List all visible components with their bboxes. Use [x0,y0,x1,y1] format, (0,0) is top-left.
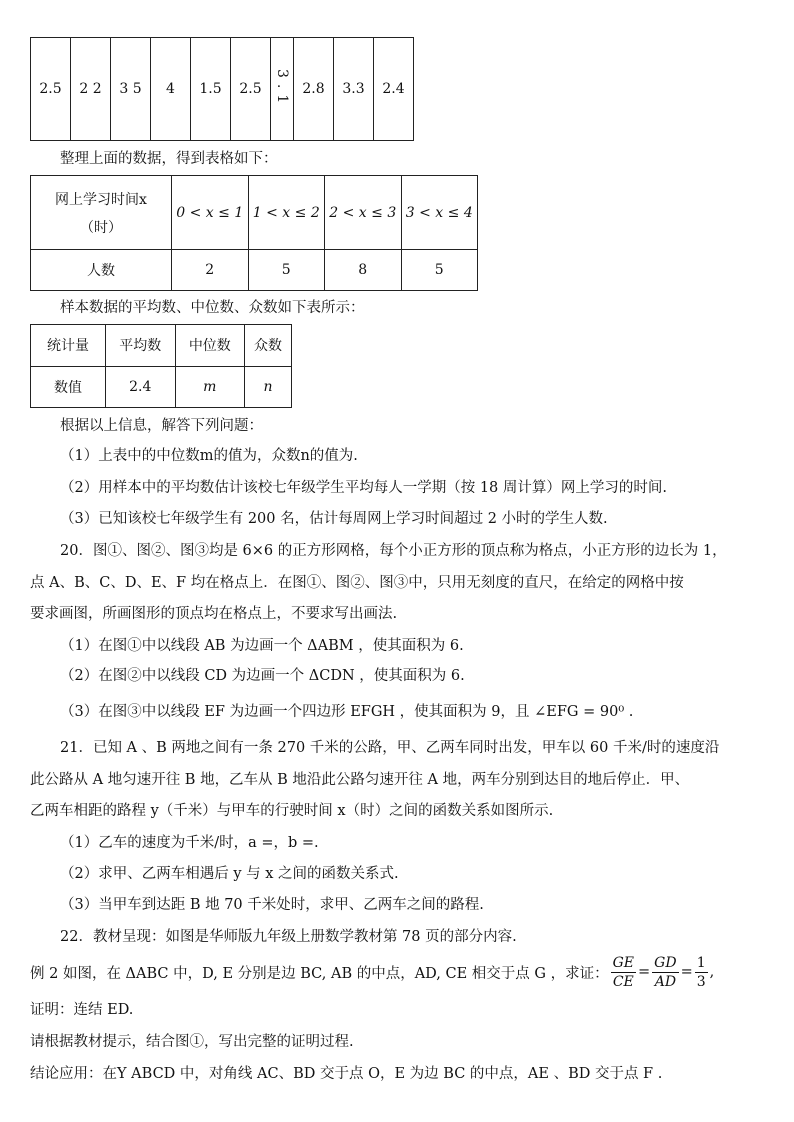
table-cell: 4 [151,38,191,141]
table-cell: 2.5 [231,38,271,141]
text-line: （3）在图③中以线段 EF 为边画一个四边形 EFGH ，使其面积为 9，且 ∠EFG = 90⁰ . [60,704,634,720]
range-cell: 1 < x ≤ 2 [248,176,325,250]
frac-num: GD [654,954,677,971]
frac-den: 3 [696,973,706,990]
text-line: 结论应用：在Y ABCD 中，对角线 AC、BD 交于点 O，E 为边 BC 的中点，AE 、BD 交于点 F . [30,1066,663,1082]
question-20: 20．图①、图②、图③均是 6×6 的正方形网格，每个小正方形的顶点称为格点，小正方形的边长为 1， [60,543,727,559]
table-header-cell: 统计量 [31,325,106,367]
count-cell: 2 [172,250,249,291]
intro-text: 整理上面的数据，得到表格如下： [60,151,278,167]
fraction [611,954,636,991]
equals-sign: = [638,964,651,980]
table-cell: 2 2 [71,38,111,141]
frequency-table [30,175,478,291]
text-line: 点 A、B、C、D、E、F 均在格点上．在图①、图②、图③中，只用无刻度的直尺，在给定的网格中按 [30,575,684,591]
range-cell: 0 < x ≤ 1 [172,176,249,250]
table-cell: 3 5 [111,38,151,141]
question-21: 21．已知 A 、B 两地之间有一条 270 千米的公路，甲、乙两车同时出发，甲车以 60 千米/时的速度沿 [60,740,720,756]
text-line: 证明：连结 ED. [30,1002,134,1018]
range-cell: 2 < x ≤ 3 [325,176,402,250]
text-line: （2）在图②中以线段 CD 为边画一个 ΔCDN ，使其面积为 6. [60,668,465,684]
table-row [31,38,414,141]
frac-num: 1 [696,954,706,971]
fraction [652,954,678,991]
text-line: （3）当甲车到达距 B 地 70 千米处时，求甲、乙两车之间的路程. [60,897,484,913]
intro-text: 样本数据的平均数、中位数、众数如下表所示： [60,300,365,316]
table-row [31,250,478,291]
table-row [31,176,478,250]
header-line: 网上学习时间x [55,191,147,208]
value-cell: m [175,366,245,408]
table-cell: 3.3 [334,38,374,141]
table-cell: 3.1 [271,38,294,141]
table-header-cell: 中位数 [175,325,245,367]
table-header-cell: 平均数 [106,325,176,367]
text-line: （2）用样本中的平均数估计该校七年级学生平均每人一学期（按 18 周计算）网上学习的时间. [60,480,667,496]
text-line: （1）在图①中以线段 AB 为边画一个 ΔABM ，使其面积为 6. [60,638,464,654]
table-header-cell: 众数 [245,325,292,367]
statistics-table [30,324,292,408]
question-22: 22．教材呈现：如图是华师版九年级上册数学教材第 78 页的部分内容. [60,929,517,945]
text-line: 此公路从 A 地匀速开往 B 地，乙车从 B 地沿此公路匀速开往 A 地，两车分别到达目的地后停止．甲、 [30,772,690,788]
value-cell: 2.4 [106,366,176,408]
text-line: （2）求甲、乙两车相遇后 y 与 x 之间的函数关系式. [60,866,399,882]
frac-den: CE [612,973,634,990]
data-table-top [30,37,414,141]
example-2 [30,950,714,994]
text-line: 乙两车相距的路程 y（千米）与甲车的行驶时间 x（时）之间的函数关系如图所示. [30,803,554,819]
header-line: （时） [80,219,122,236]
text-line: 要求画图，所画图形的顶点均在格点上，不要求写出画法. [30,606,398,622]
count-cell: 5 [401,250,478,291]
equals-sign: = [680,964,693,980]
value-cell: n [245,366,292,408]
table-row [31,325,292,367]
example-text: 例 2 如图，在 ΔABC 中，D, E 分别是边 BC, AB 的中点，AD, CE 相交于点 G ，求证： [30,965,609,982]
table-header-cell [31,176,172,250]
frac-num: GE [612,954,635,971]
row-label: 人数 [31,250,172,291]
comma: , [709,964,715,980]
table-cell: 2.8 [294,38,334,141]
text-line: （3）已知该校七年级学生有 200 名，估计每周网上学习时间超过 2 小时的学生人数. [60,511,608,527]
text-line: （1）乙车的速度为千米/时，a =，b =. [60,835,319,851]
count-cell: 5 [248,250,325,291]
text-line: 根据以上信息，解答下列问题： [60,418,263,434]
table-cell: 2.4 [374,38,414,141]
text-line: （1）上表中的中位数m的值为，众数n的值为. [60,448,358,464]
table-cell: 2.5 [31,38,71,141]
count-cell: 8 [325,250,402,291]
fraction [695,954,708,991]
range-cell: 3 < x ≤ 4 [401,176,478,250]
text-line: 请根据教材提示，结合图①，写出完整的证明过程. [30,1034,354,1050]
frac-den: AD [654,973,677,990]
table-row [31,366,292,408]
table-cell: 1.5 [191,38,231,141]
row-label: 数值 [31,366,106,408]
